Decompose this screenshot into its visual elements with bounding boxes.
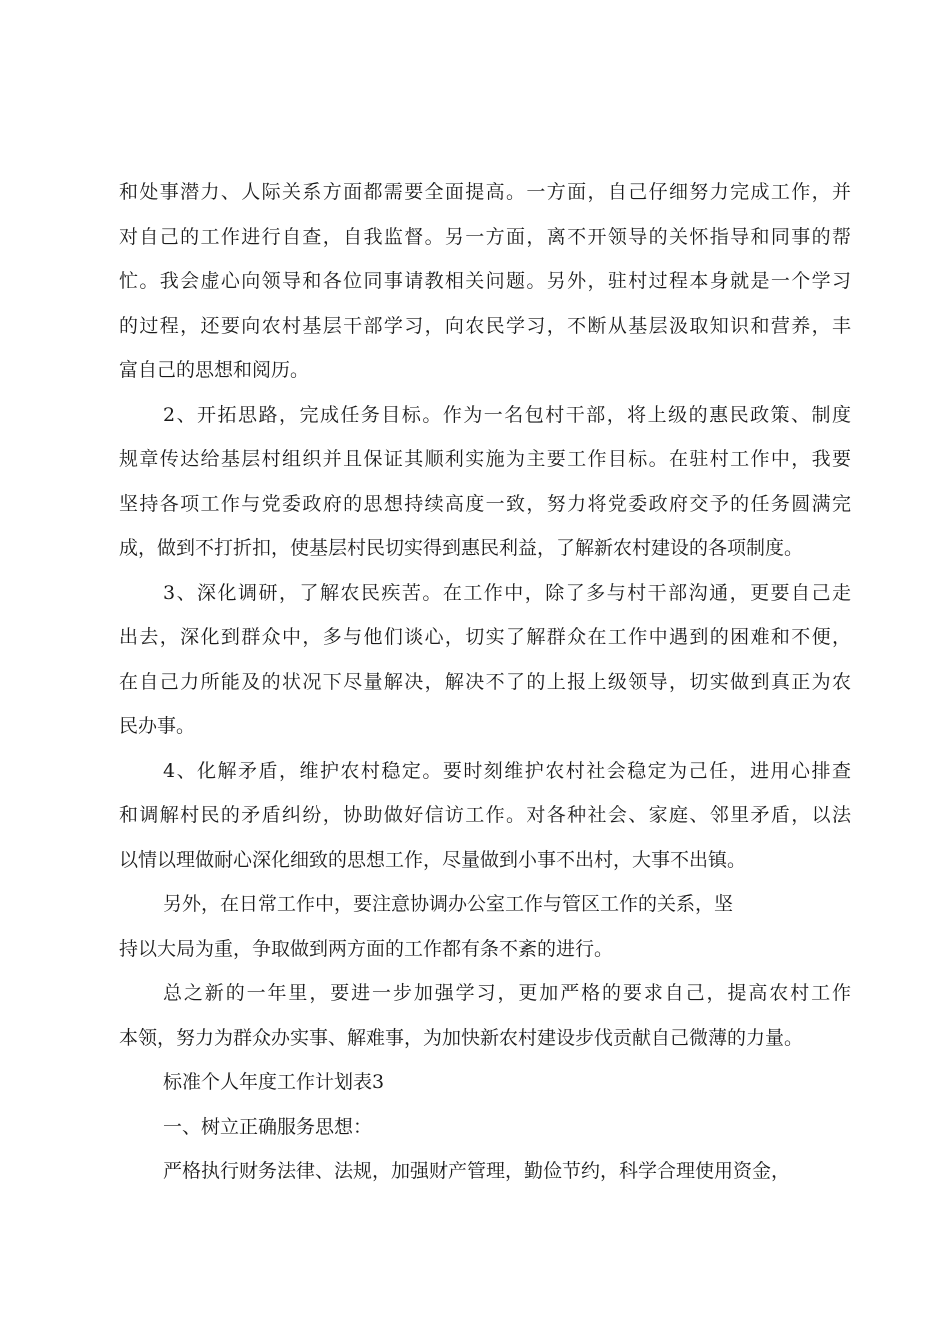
text-line: 成，做到不打折扣，使基层村民切实得到惠民利益，了解新农村建设的各项制度。 xyxy=(119,537,804,559)
text-line: 2、开拓思路，完成任务目标。作为一名包村干部，将上级的惠民政策、制度 xyxy=(163,403,851,426)
text-line: 一、树立正确服务思想： xyxy=(163,1115,373,1138)
paragraph-9 xyxy=(119,1149,851,1194)
text-line: 出去，深化到群众中，多与他们谈心，切实了解群众在工作中遇到的困难和不便， xyxy=(119,626,851,648)
text-line: 坚持各项工作与党委政府的思想持续高度一致，努力将党委政府交予的任务圆满完 xyxy=(119,492,851,515)
text-line: 标准个人年度工作计划表3 xyxy=(163,1071,385,1093)
paragraph-2 xyxy=(119,393,851,571)
document-body xyxy=(119,170,851,1194)
text-line: 严格执行财务法律、法规，加强财产管理，勤俭节约，科学合理使用资金， xyxy=(163,1160,791,1182)
section-title xyxy=(119,1060,851,1105)
text-line: 另外，在日常工作中，要注意协调办公室工作与管区工作的关系，坚 xyxy=(163,893,734,915)
text-line: 持以大局为重，争取做到两方面的工作都有条不紊的进行。 xyxy=(119,937,614,960)
text-line: 总之新的一年里，要进一步加强学习，更加严格的要求自己，提高农村工作 xyxy=(163,982,851,1004)
text-line: 富自己的思想和阅历。 xyxy=(119,359,310,381)
paragraph-5 xyxy=(119,882,851,971)
text-line: 民办事。 xyxy=(119,715,196,737)
text-line: 和处事潜力、人际关系方面都需要全面提高。一方面，自己仔细努力完成工作，并 xyxy=(119,181,851,203)
text-line: 在自己力所能及的状况下尽量解决，解决不了的上报上级领导，切实做到真正为农 xyxy=(119,670,851,693)
text-line: 的过程，还要向农村基层干部学习，向农民学习，不断从基层汲取知识和营养，丰 xyxy=(119,314,851,337)
text-line: 以情以理做耐心深化细致的思想工作，尽量做到小事不出村，大事不出镇。 xyxy=(119,848,747,871)
paragraph-4 xyxy=(119,749,851,883)
text-line: 对自己的工作进行自查，自我监督。另一方面，离不开领导的关怀指导和同事的帮 xyxy=(119,225,851,248)
text-line: 4、化解矛盾，维护农村稳定。要时刻维护农村社会稳定为己任，进用心排查 xyxy=(163,759,851,782)
text-line: 3、深化调研，了解农民疾苦。在工作中，除了多与村干部沟通，更要自己走 xyxy=(163,581,851,604)
text-line: 忙。我会虚心向领导和各位同事请教相关问题。另外，驻村过程本身就是一个学习 xyxy=(119,270,851,292)
text-line: 本领，努力为群众办实事、解难事，为加快新农村建设步伐贡献自己微薄的力量。 xyxy=(119,1026,804,1049)
paragraph-1 xyxy=(119,170,851,393)
text-line: 规章传达给基层村组织并且保证其顺利实施为主要工作目标。在驻村工作中，我要 xyxy=(119,448,851,470)
section-heading xyxy=(119,1105,851,1150)
paragraph-6 xyxy=(119,971,851,1060)
text-line: 和调解村民的矛盾纠纷，协助做好信访工作。对各种社会、家庭、邻里矛盾，以法 xyxy=(119,804,851,826)
paragraph-3 xyxy=(119,571,851,749)
